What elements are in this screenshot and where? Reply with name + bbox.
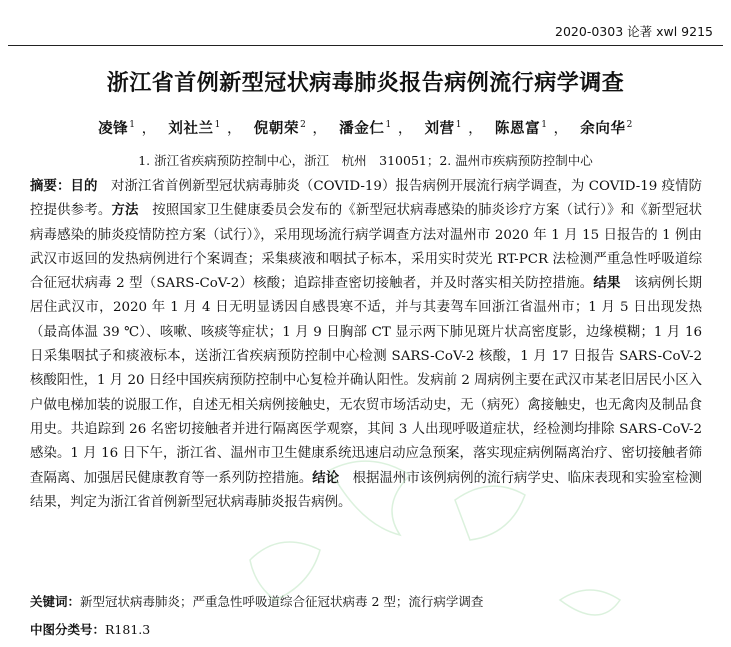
results-text: 该病例长期居住武汉市，2020 年 1 月 4 日无明显诱因自感畏寒不适，并与其妻驾车回浙江省温州市；1 月 5 日出现发热（最高体温 39 ℃）、咳嗽、咳痰等症状；1 月 9 日胸部 CT 显示两下肺见斑片状高密度影，边缘模糊；1 月 16 日采集咽拭子和痰液标本，送浙江省疾病预防控制中心检测 SARS-CoV-2 核酸，1 月 17 日报告 SARS-CoV-2 核酸阳性，1 月 20 日经中国疾病预防控制中心复检并确认阳性。发病前 2 周病例主要在武汉市某老旧居民小区入户做电梯加装的说服工作，自述无相关病例接触史，无农贸市场活动史，无（病死）禽接触史，也无禽肉及制品食用史。共追踪到 26 名密切接触者并进行隔离医学观察，其间 3 人出现呼吸道症状，经检测均排除 SARS-CoV-2 感染。1 月 16 日下午，浙江省、温州市卫生健康系统迅速启动应急预案，落实现症病例隔离治疗、密切接触者筛查隔离、加强居民健康教育等一系列防控措施。 (30, 276, 703, 486)
author-affiliation-mark: 1 (541, 120, 548, 130)
affiliation: 1. 浙江省疾病预防控制中心，浙江 杭州 310051；2. 温州市疾病预防控制中心 (138, 153, 593, 168)
conclusion-label: 结论 (312, 470, 340, 486)
methods-text: 按照国家卫生健康委员会发布的《新型冠状病毒感染的肺炎诊疗方案（试行）》和《新型冠状病毒感染的肺炎疫情防控方案（试行）》，采用现场流行病学调查方法对温州市 2020 年 1 月 15 日报告的 1 例由武汉市返回的发热病例进行个案调查；采集痰液和咽拭子标本，采用实时荧光 RT-PCR 法检测严重急性呼吸道综合征冠状病毒 2 型（SARS-CoV-2）核酸；追踪排查密切接触者，并及时落实相关防控措施。 (30, 203, 703, 292)
classification-text: R181.3 (105, 622, 151, 637)
author-affiliation-mark: 1 (455, 120, 463, 130)
author-affiliation-mark: 1 (385, 120, 392, 130)
author-affiliation-mark: 1 (129, 120, 136, 130)
author-separator: ， (141, 121, 157, 137)
author-name: 凌锋 (98, 120, 129, 137)
author-separator: ， (553, 121, 569, 137)
results-label: 结果 (593, 276, 621, 292)
objective-label: 目的 (70, 179, 98, 194)
author-name: 陈恩富 (494, 120, 541, 137)
conclusion-text: 根据温州市该例病例的流行病学史、临床表现和实验室检测结果，判定为浙江省首例新型冠状病毒肺炎报告病例。 (30, 470, 703, 510)
author-name: 潘金仁 (339, 120, 385, 137)
document-reference: 2020-0303 论著 xwl 9215 (555, 24, 713, 39)
author-affiliation-mark: 1 (214, 120, 221, 130)
classification-number (30, 620, 150, 638)
abstract (30, 175, 702, 515)
author-name: 刘营 (424, 120, 455, 137)
keywords-text: 新型冠状病毒肺炎；严重急性呼吸道综合征冠状病毒 2 型；流行病学调查 (80, 594, 484, 609)
methods-label: 方法 (111, 203, 139, 219)
classification-label: 中图分类号： (30, 622, 106, 637)
objective-text: 对浙江省首例新型冠状病毒肺炎（COVID-19）报告病例开展流行病学调查，为 COVID-19 疫情防控提供参考。 (30, 179, 703, 219)
paper-title: 浙江省首例新型冠状病毒肺炎报告病例流行病学调查 (106, 71, 625, 96)
keywords-label: 关键词： (30, 594, 81, 609)
author-separator: ， (468, 121, 484, 137)
author-name: 余向华 (580, 120, 626, 137)
author-affiliation-mark: 2 (626, 120, 633, 130)
author-name: 刘社兰 (168, 120, 214, 137)
author-affiliation-mark: 2 (300, 120, 307, 130)
author-separator: ， (227, 121, 243, 137)
author-name: 倪朝荣 (253, 120, 300, 137)
header-rule (8, 45, 723, 46)
keywords (30, 592, 483, 610)
author-list (0, 117, 731, 138)
author-separator: ， (397, 121, 413, 137)
author-separator: ， (312, 121, 328, 137)
abstract-label: 摘要： (30, 179, 71, 194)
